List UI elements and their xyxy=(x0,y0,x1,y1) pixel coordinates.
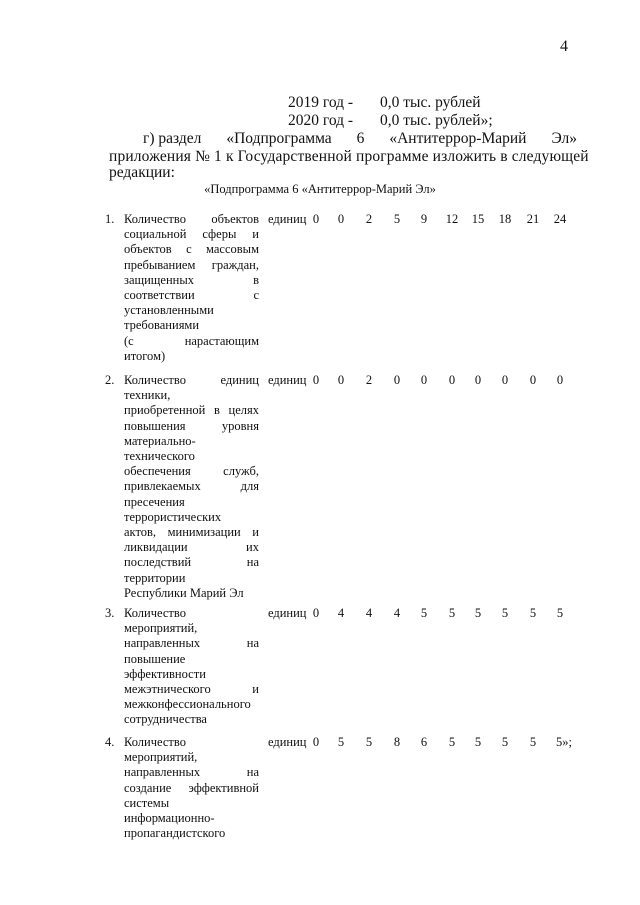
value-cell: 0 xyxy=(420,373,428,387)
description-line xyxy=(124,697,259,712)
description-line xyxy=(124,712,259,727)
description-word: создание xyxy=(124,780,172,795)
instruction-word: 6 xyxy=(356,130,365,147)
description-word: привлекаемых xyxy=(124,479,201,494)
description-line xyxy=(124,765,259,780)
value-cell: 18 xyxy=(498,212,512,226)
value-cell: 0 xyxy=(556,373,564,387)
description-word: нарастающим xyxy=(184,333,259,348)
description-line xyxy=(124,403,259,418)
description-line xyxy=(124,571,259,586)
description-word: технического xyxy=(124,449,195,464)
description-word: Количество xyxy=(124,373,186,387)
description-line xyxy=(124,811,259,826)
value-cell: 5 xyxy=(474,606,482,620)
unit-cell: единиц xyxy=(268,606,307,620)
description-line xyxy=(124,796,259,811)
description-line xyxy=(124,682,259,697)
description-word: пропагандистского xyxy=(124,826,226,841)
budget-line-2019 xyxy=(288,94,481,112)
description-line xyxy=(124,586,259,601)
description-word: межэтнического xyxy=(124,682,211,697)
description-line xyxy=(124,479,259,494)
description-line xyxy=(124,334,259,349)
description-word: объектов xyxy=(211,212,259,226)
instruction-line-2: приложения № 1 к Государственной программе изложить в следующей xyxy=(109,148,589,165)
indicator-description xyxy=(124,373,259,601)
description-word: приобретенной xyxy=(124,403,206,418)
budget-year: 2020 год - xyxy=(288,112,354,129)
value-cell: 8 xyxy=(393,735,401,749)
value-cell: 5 xyxy=(501,606,509,620)
description-word: на xyxy=(246,555,259,570)
description-word: единиц xyxy=(220,373,259,387)
value-cell: 24 xyxy=(553,212,567,226)
description-line xyxy=(124,606,259,621)
description-word: установленными xyxy=(124,303,214,318)
value-cell: 12 xyxy=(445,212,459,226)
value-cell: 0 xyxy=(312,606,320,620)
description-word: мероприятий, xyxy=(124,750,198,765)
value-cell: 5 xyxy=(529,606,537,620)
value-cell: 0 xyxy=(337,373,345,387)
description-word: пресечения xyxy=(124,494,185,509)
description-word: направленных xyxy=(124,765,201,780)
description-word: территории xyxy=(124,570,186,585)
value-cell: 5 xyxy=(365,735,373,749)
indicator-description xyxy=(124,212,259,364)
description-word: сотрудничества xyxy=(124,712,207,727)
description-word: соответствии xyxy=(124,288,195,303)
value-cell: 5 xyxy=(474,735,482,749)
value-cell: 5 xyxy=(420,606,428,620)
description-line xyxy=(124,388,259,403)
instruction-line-1 xyxy=(143,130,577,148)
description-word: и xyxy=(252,682,259,697)
description-line xyxy=(124,781,259,796)
description-word: в xyxy=(253,272,259,287)
description-line xyxy=(124,826,259,841)
description-line xyxy=(124,636,259,651)
description-word: мероприятий, xyxy=(124,621,198,636)
description-line xyxy=(124,349,259,364)
row-number: 3. xyxy=(105,606,115,620)
description-word: социальной xyxy=(124,227,187,242)
instruction-word: Эл» xyxy=(551,130,577,147)
description-word: и xyxy=(252,227,259,242)
value-cell: 0 xyxy=(312,212,320,226)
value-cell: 5 xyxy=(337,735,345,749)
description-word: информационно- xyxy=(124,811,215,826)
description-word: защищенных xyxy=(124,272,195,287)
description-word: в xyxy=(213,403,220,418)
value-cell: 4 xyxy=(337,606,345,620)
budget-amount: 0,0 тыс. рублей xyxy=(380,94,481,111)
description-line xyxy=(124,449,259,464)
value-cell: 4 xyxy=(365,606,373,620)
description-word: на xyxy=(246,765,259,780)
value-cell: 0 xyxy=(312,735,320,749)
description-line xyxy=(124,318,259,333)
description-line xyxy=(124,303,259,318)
description-word: сферы xyxy=(202,227,237,242)
description-line xyxy=(124,288,259,303)
value-cell: 0 xyxy=(529,373,537,387)
description-line xyxy=(124,750,259,765)
unit-cell: единиц xyxy=(268,373,307,387)
description-line xyxy=(124,373,259,388)
description-line xyxy=(124,525,259,540)
description-line xyxy=(124,555,259,570)
unit-cell: единиц xyxy=(268,735,307,749)
description-word: техники, xyxy=(124,388,171,403)
description-line xyxy=(124,495,259,510)
value-cell: 2 xyxy=(365,373,373,387)
description-line xyxy=(124,667,259,682)
description-word: на xyxy=(246,636,259,651)
description-word: последствий xyxy=(124,555,192,570)
description-word: массовым xyxy=(206,242,259,257)
description-word: повышения xyxy=(124,418,186,433)
description-line xyxy=(124,621,259,636)
subprogram-title: «Подпрограмма 6 «Антитеррор-Марий Эл» xyxy=(204,182,436,196)
description-word: минимизации xyxy=(167,525,241,540)
description-word: с xyxy=(186,242,192,257)
value-cell: 0 xyxy=(312,373,320,387)
description-word: эффективной xyxy=(188,780,259,795)
value-cell: 0 xyxy=(337,212,345,226)
description-line xyxy=(124,540,259,555)
description-line xyxy=(124,242,259,257)
description-line xyxy=(124,273,259,288)
value-cell: 5 xyxy=(393,212,401,226)
instruction-line-3: редакции: xyxy=(109,164,175,181)
description-line xyxy=(124,464,259,479)
description-line xyxy=(124,227,259,242)
description-word: Количество xyxy=(124,606,186,620)
value-cell: 5»; xyxy=(556,735,572,749)
value-cell: 0 xyxy=(501,373,509,387)
row-number: 2. xyxy=(105,373,115,387)
description-word: их xyxy=(246,540,259,555)
description-line xyxy=(124,419,259,434)
value-cell: 5 xyxy=(501,735,509,749)
value-cell: 2 xyxy=(365,212,373,226)
description-word: требованиями xyxy=(124,318,200,333)
description-word: Количество xyxy=(124,735,186,749)
description-word: служб, xyxy=(223,464,259,479)
value-cell: 4 xyxy=(393,606,401,620)
description-line xyxy=(124,735,259,750)
description-line xyxy=(124,434,259,449)
value-cell: 5 xyxy=(529,735,537,749)
value-cell: 5 xyxy=(556,606,564,620)
description-word: системы xyxy=(124,795,170,810)
value-cell: 6 xyxy=(420,735,428,749)
description-word: материально- xyxy=(124,433,196,448)
description-word: актов, xyxy=(124,525,157,540)
description-line xyxy=(124,652,259,667)
description-word: уровня xyxy=(221,418,259,433)
value-cell: 0 xyxy=(474,373,482,387)
description-word: повышение xyxy=(124,651,186,666)
unit-cell: единиц xyxy=(268,212,307,226)
value-cell: 21 xyxy=(526,212,540,226)
instruction-word: г) раздел xyxy=(143,130,202,147)
indicator-description xyxy=(124,606,259,728)
description-word: террористических xyxy=(124,509,222,524)
value-cell: 15 xyxy=(471,212,485,226)
description-word: Количество xyxy=(124,212,186,226)
value-cell: 9 xyxy=(420,212,428,226)
description-word: граждан, xyxy=(211,257,259,272)
description-word: межконфессионального xyxy=(124,697,251,712)
description-line xyxy=(124,212,259,227)
description-line xyxy=(124,510,259,525)
instruction-word: «Антитеррор-Марий xyxy=(389,130,527,147)
description-word: для xyxy=(240,479,259,494)
description-word: ликвидации xyxy=(124,540,188,555)
budget-line-2020 xyxy=(288,112,493,130)
budget-year: 2019 год - xyxy=(288,94,354,111)
description-line xyxy=(124,258,259,273)
page-number: 4 xyxy=(560,38,568,55)
description-word: целях xyxy=(228,403,259,418)
budget-amount: 0,0 тыс. рублей»; xyxy=(380,112,493,129)
description-word: пребыванием xyxy=(124,257,196,272)
value-cell: 0 xyxy=(448,373,456,387)
value-cell: 5 xyxy=(448,606,456,620)
description-word: с xyxy=(253,288,259,303)
row-number: 1. xyxy=(105,212,115,226)
description-word: объектов xyxy=(124,242,172,257)
description-word: итогом) xyxy=(124,348,166,363)
description-word: Республики Марий Эл xyxy=(124,585,244,600)
description-word: обеспечения xyxy=(124,464,191,479)
value-cell: 5 xyxy=(448,735,456,749)
description-word: направленных xyxy=(124,636,201,651)
description-word: эффективности xyxy=(124,666,206,681)
value-cell: 0 xyxy=(393,373,401,387)
instruction-word: «Подпрограмма xyxy=(226,130,332,147)
description-word: и xyxy=(252,525,259,540)
indicator-description xyxy=(124,735,259,841)
row-number: 4. xyxy=(105,735,115,749)
description-word: (с xyxy=(124,333,134,348)
